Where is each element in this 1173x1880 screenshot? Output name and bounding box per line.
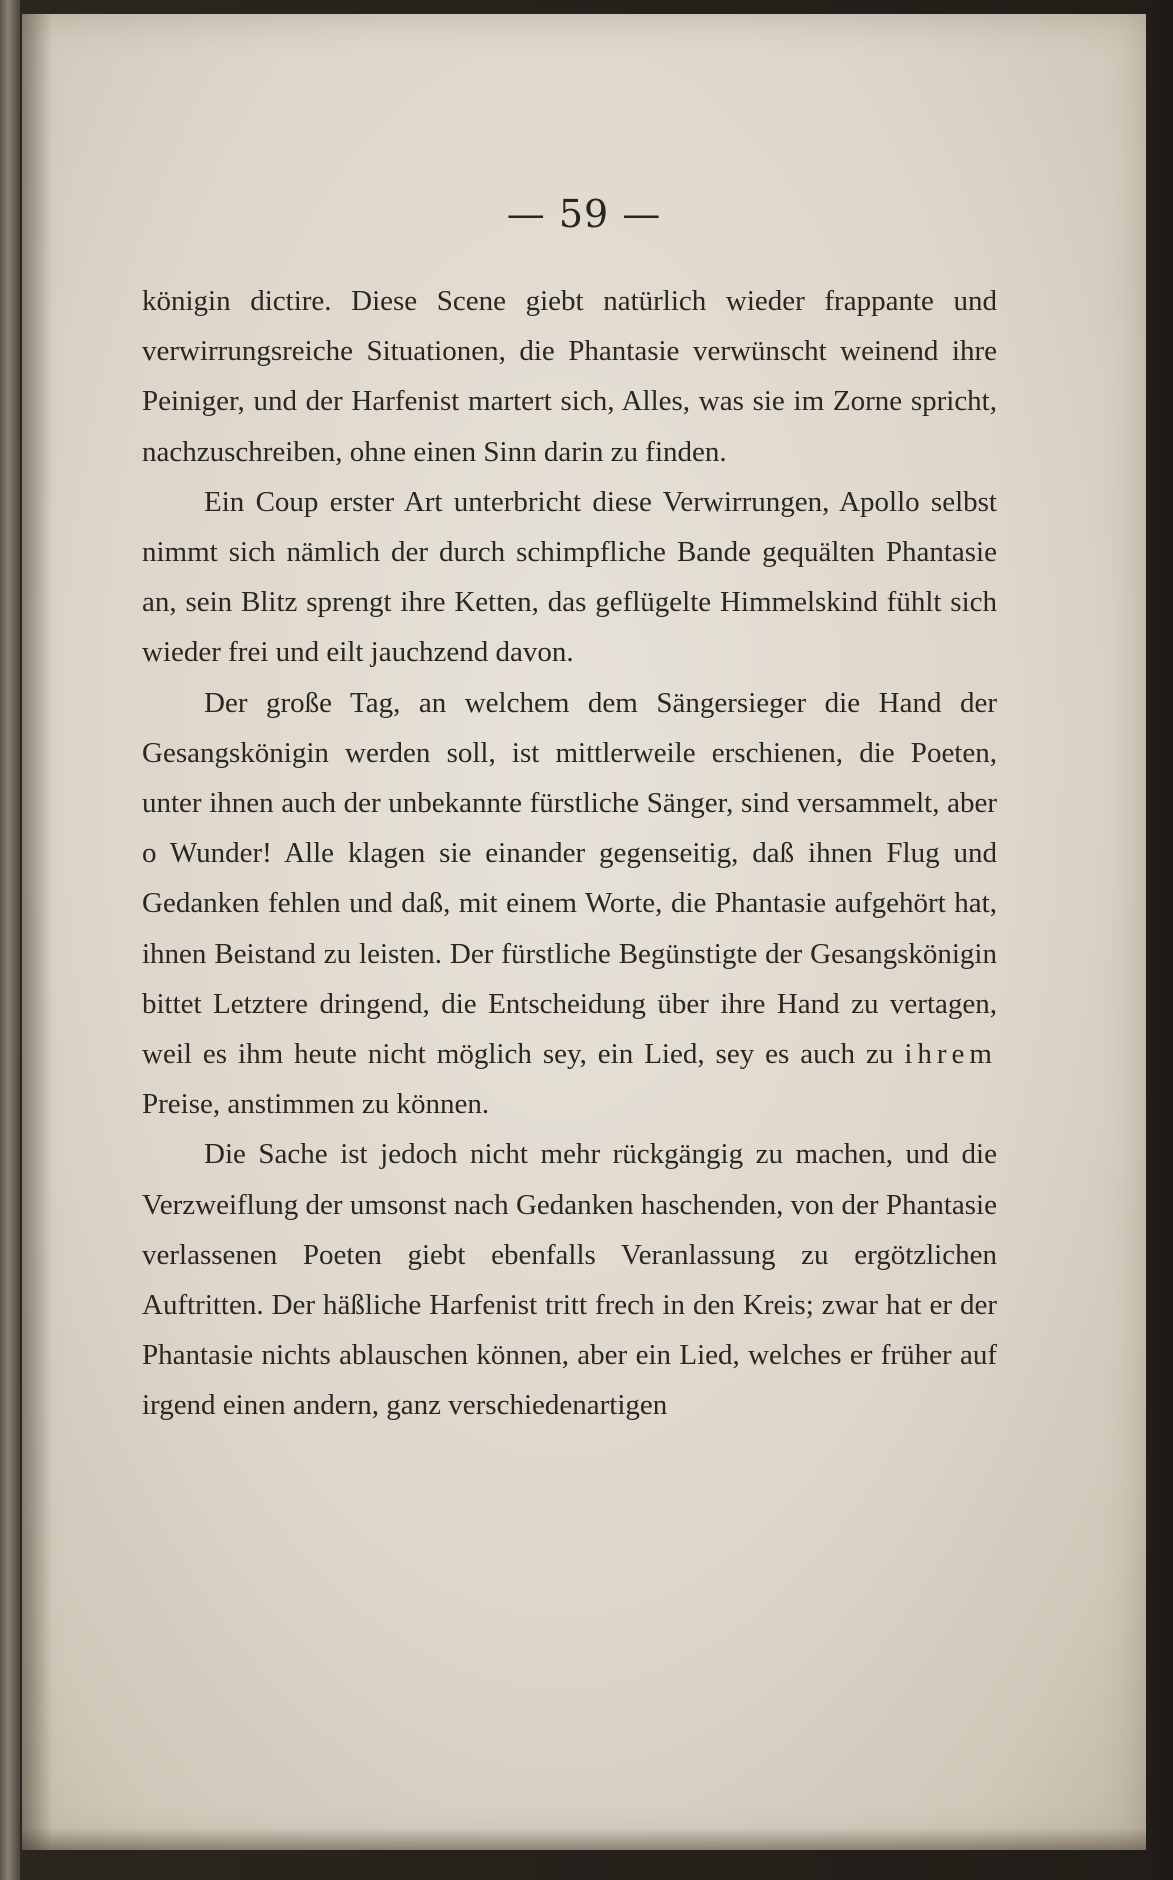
body-text [142, 276, 997, 1431]
page-number: — 59 — [506, 192, 662, 236]
emphasized-word: ihrem [904, 1038, 997, 1071]
paragraph-4: Die Sache ist jedoch nicht mehr rückgängig zu machen, und die Verzweiflung der umsonst nach Gedanken haschenden, von der Phantasie verlassenen Poeten giebt ebenfalls Veranlassung zu ergötzlichen Auftritten. Der häßliche Harfenist tritt frech in den Kreis; zwar hat er der Phantasie nichts ablauschen können, aber ein Lied, welches er früher auf irgend einen andern, ganz verschiedenartigen [142, 1138, 997, 1422]
paragraph-1: königin dictire. Diese Scene giebt natürlich wieder frappante und verwirrungsreiche Situationen, die Phantasie verwünscht weinend ihre Peiniger, und der Harfenist martert sich, Alles, was sie im Zorne spricht, nachzuschreiben, ohne einen Sinn darin zu finden. [142, 285, 997, 468]
book-page [22, 14, 1146, 1850]
paragraph-3 [142, 678, 997, 1130]
book-spine-edge [0, 0, 20, 1880]
page-bottom-shadow [22, 1828, 1146, 1850]
paragraph-3-text-after: Preise, anstimmen zu können. [142, 1088, 490, 1121]
paragraph-2: Ein Coup erster Art unterbricht diese Verwirrungen, Apollo selbst nimmt sich nämlich der durch schimpfliche Bande gequälten Phantasie an, sein Blitz sprengt ihre Ketten, das geflügelte Himmelskind fühlt sich wieder frei und eilt jauchzend davon. [142, 485, 997, 669]
paragraph-3-text: Der große Tag, an welchem dem Sängersieger die Hand der Gesangskönigin werden soll, ist mittlerweile erschienen, die Poeten, unter ihnen auch der unbekannte fürstliche Sänger, sind versammelt, aber o Wunder! Alle klagen sie einander gegenseitig, daß ihnen Flug und Gedanken fehlen und daß, mit einem Worte, die Phantasie aufgehört hat, ihnen Beistand zu leisten. Der fürstliche Begünstigte der Gesangskönigin bittet Letztere dringend, die Entscheidung über ihre Hand zu vertagen, weil es ihm heute nicht möglich sey, ein Lied, sey es auch zu [142, 686, 997, 1071]
